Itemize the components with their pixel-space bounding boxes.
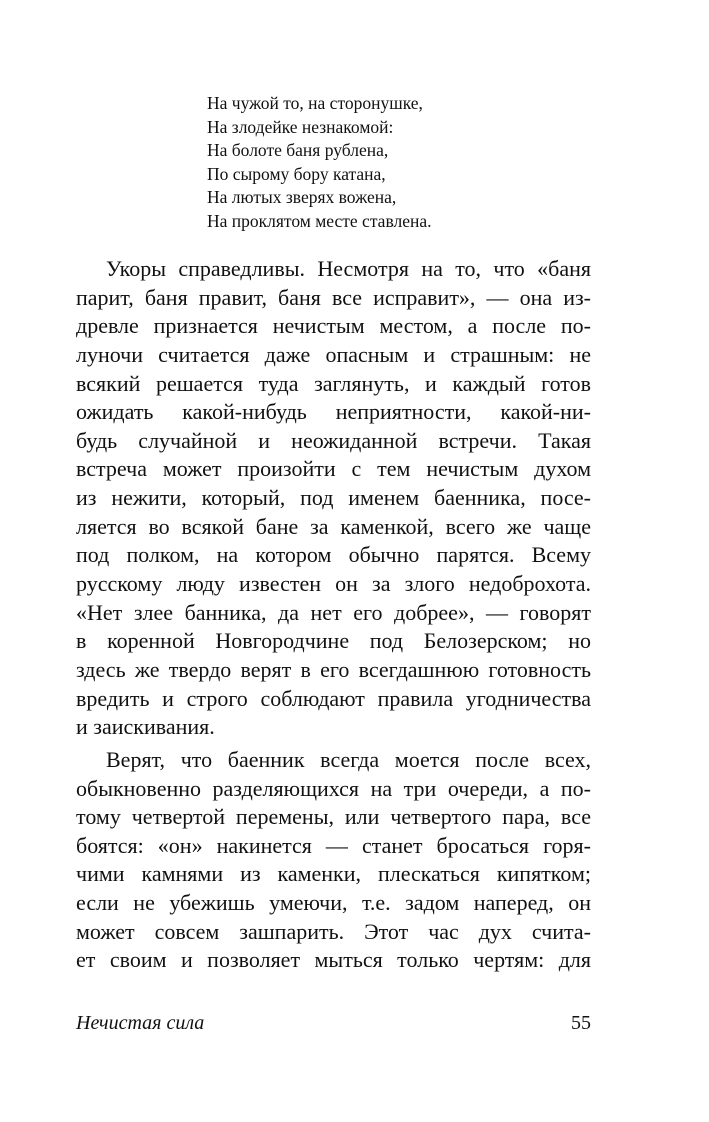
text-line: всякий решается туда заглянуть, и каждый готов [76,370,591,396]
text-line: здесь же твердо верят в его всегдашнюю готовность [76,656,591,682]
verse-line: На проклятом месте ставлена. [207,210,432,231]
text-line: встреча может произойти с тем нечистым духом [76,456,591,482]
verse-line: На чужой то, на сторонушке, [207,93,423,113]
text-line: Укоры справедливы. Несмотря на то, что «баня [106,256,591,281]
page-number: 55 [571,1012,591,1034]
verse-line: На болоте баня рублена, [207,140,389,161]
text-line: будь случайной и неожиданной встречи. Такая [76,427,591,453]
text-line: и заискивания. [76,714,215,740]
text-line: из нежити, который, под именем баенника, посе- [76,485,591,511]
body-text [76,255,591,975]
running-footer-title: Нечистая сила [76,1012,205,1034]
paragraph-2 [76,746,591,975]
text-line: чими камнями из каменки, плескаться кипятком; [76,861,591,887]
verse-line: На лютых зверях вожена, [207,187,397,208]
text-line: вредить и строго соблюдают правила угодничества [76,685,591,711]
text-line: ожидать какой-нибудь неприятности, какой-ни- [76,399,591,425]
verse-line: На злодейке незнакомой: [207,116,394,137]
verse-line: По сырому бору катана, [207,163,386,184]
text-line: луночи считается даже опасным и страшным: не [76,341,591,367]
text-line: боятся: «он» накинется — станет бросаться горя- [76,832,591,858]
text-line: древле признается нечистым местом, а после по- [76,313,591,339]
text-line: тому четвертой перемены, или четвертого пара, все [76,804,591,830]
text-line: «Нет злее банника, да нет его добрее», — говорят [76,599,591,625]
text-line: обыкновенно разделяющихся на три очереди, а по- [76,775,591,801]
text-line: парит, баня правит, баня все исправит», — она из- [76,284,591,310]
text-line: русскому люду известен он за злого недоброхота. [76,571,591,597]
text-line: может совсем зашпарить. Этот час дух счита- [76,918,591,944]
verse-epigraph [207,92,527,234]
text-line: Верят, что баенник всегда моется после всех, [106,746,591,772]
paragraph-1 [76,255,591,742]
text-line: ляется во всякой бане за каменкой, всего же чаще [76,513,591,539]
text-line: под полком, на котором обычно парятся. Всему [76,542,591,568]
text-line: ет своим и позволяет мыться только чертям: для [76,947,591,973]
text-line: в коренной Новгородчине под Белозерском; но [76,628,591,654]
text-line: если не убежишь умеючи, т.е. задом наперед, он [76,890,591,916]
